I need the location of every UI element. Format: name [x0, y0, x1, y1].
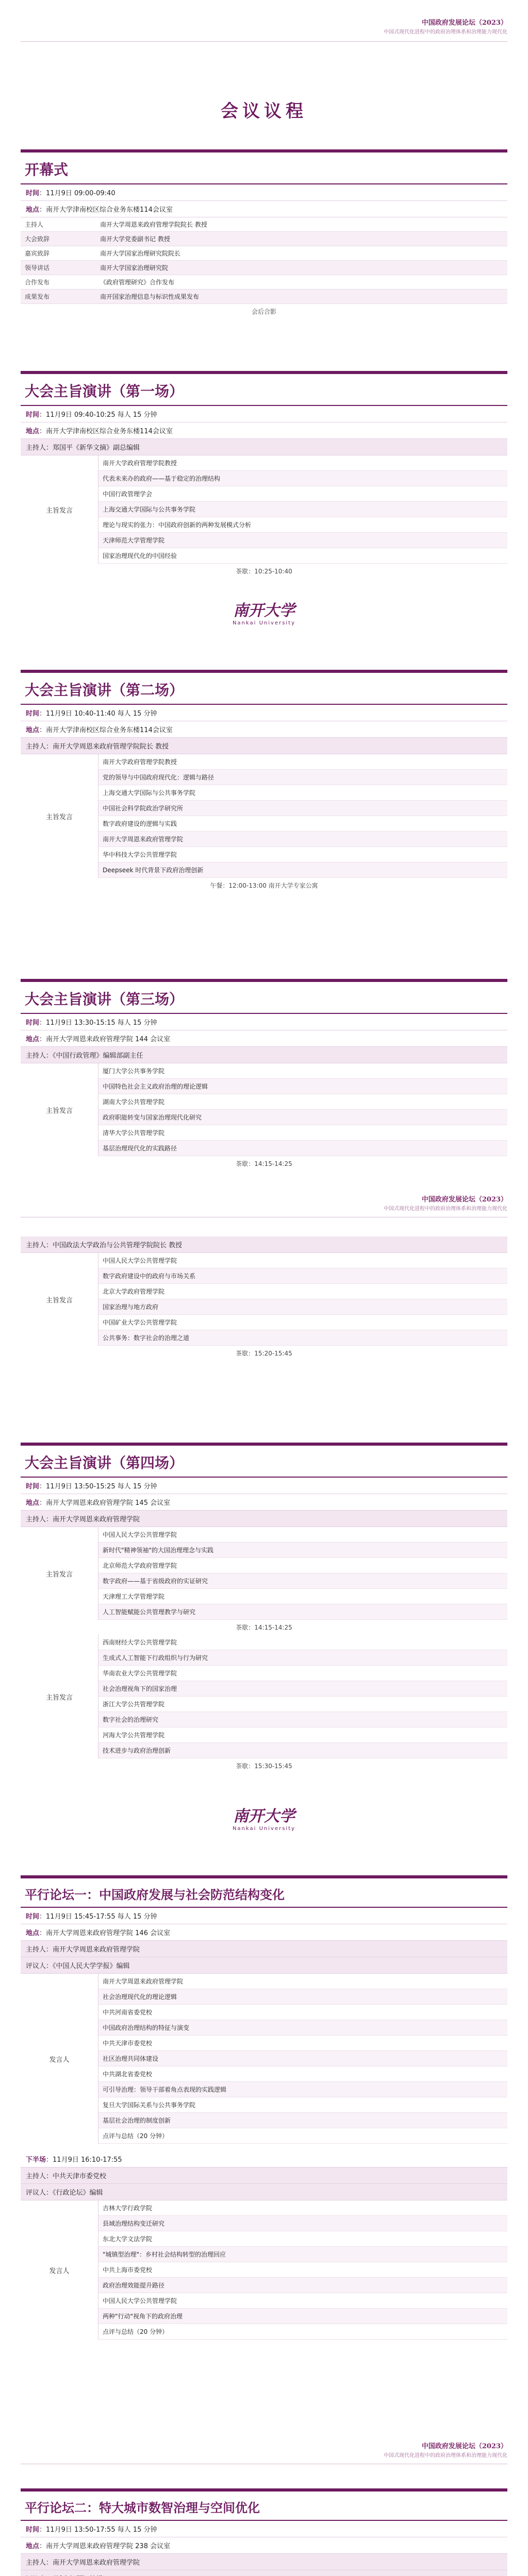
break-note: 茶歇：14:15-14:25: [236, 1160, 292, 1167]
meta-place: 地点：南开大学周恩来政府管理学院 238 会议室: [21, 2537, 507, 2554]
list-item: 新时代"精神领袖"的大国治理理念与实践: [98, 1543, 507, 1558]
list-item: 中共河南省委党校: [98, 2005, 507, 2020]
meta-time: 时间：11月9日 13:50-15:25 每人 15 分钟: [21, 1478, 507, 1494]
list-item: 国家治理与地方政府: [98, 1299, 507, 1315]
meta-place: 地点：南开大学津南校区综合业务东楼114会议室: [21, 721, 507, 738]
list-item: 技术进步与政府治理创新: [98, 1743, 507, 1758]
list-item: 点评与总结（20 分钟）: [98, 2324, 507, 2340]
host: 主持人：南开大学周恩来政府管理学院: [21, 1511, 507, 1527]
photo-note: 会后合影: [251, 308, 276, 315]
host: 主持人：中共天津市委党校: [21, 2167, 507, 2184]
meta-place: 地点：南开大学周恩来政府管理学院 146 会议室: [21, 1924, 507, 1941]
break-note: 午餐：12:00-13:00 南开大学专家公寓: [210, 882, 318, 889]
forum1-section: [21, 1875, 507, 2340]
logo: 南开大学 Nankai University: [232, 602, 296, 626]
host: 主持人：郑国平《新华文摘》副总编辑: [21, 439, 507, 455]
speaker-group: [21, 455, 507, 564]
list-item: 社区治理共同体建设: [98, 2051, 507, 2066]
list-item: 中国人民大学公共管理学院: [98, 1527, 507, 1543]
group-label: 主旨发言: [21, 455, 98, 564]
list-item: 南开大学政府管理学院教授: [98, 455, 507, 471]
group-label: 主旨发言: [21, 754, 98, 878]
list-item: 政府职能转变与国家治理现代化研究: [98, 1110, 507, 1125]
host: 主持人：中国政法大学政治与公共管理学院院长 教授: [21, 1236, 507, 1253]
list-item: 国家治理现代化的中国经验: [98, 548, 507, 564]
list-item: 上海交通大学国际与公共事务学院: [98, 502, 507, 517]
host: 主持人：南开大学周恩来政府管理学院院长 教授: [21, 738, 507, 754]
list-item: 华中科技大学公共管理学院: [98, 847, 507, 862]
list-item: 湖南大学公共管理学院: [98, 1094, 507, 1110]
list-item: 华南农业大学公共管理学院: [98, 1666, 507, 1681]
host: 主持人：南开大学周恩来政府管理学院: [21, 2554, 507, 2570]
speaker-group: [21, 1974, 507, 2144]
list-item: 中共湖北省委党校: [98, 2066, 507, 2082]
table-row: 大会致辞 南开大学党委副书记 教授: [21, 232, 507, 246]
list-item: 社会治理视角下的国家治理: [98, 1681, 507, 1697]
list-item: 两种"行动"视角下的政府治理: [98, 2309, 507, 2324]
reviewer: [21, 2570, 507, 2576]
header-title: 中国政府发展论坛（2023）: [421, 19, 507, 27]
divider: [21, 41, 507, 42]
group-label: 主旨发言: [21, 1527, 98, 1620]
section-title: 平行论坛二：特大城市数智治理与空间优化: [21, 2492, 507, 2521]
list-item: 北京大学政府管理学院: [98, 1284, 507, 1299]
list-item: 数字政府——基于省级政府的实证研究: [98, 1573, 507, 1589]
header: 中国政府发展论坛（2023） 中国式现代化进程中的政府治理体系和治理能力现代化: [384, 1196, 507, 1212]
table-row: 主持人 南开大学周恩来政府管理学院院长 教授: [21, 217, 507, 232]
section-title: 平行论坛一：中国政府发展与社会防范结构变化: [21, 1878, 507, 1908]
page-title: 会议议程: [221, 101, 307, 122]
meta-time: 时间：11月9日 09:00-09:40: [21, 184, 507, 201]
list-item: 中国人民大学公共管理学院: [98, 1253, 507, 1268]
speaker-group: [21, 1253, 507, 1346]
list-item: 中国人民大学公共管理学院: [98, 2293, 507, 2309]
break-note: 茶歇：15:20-15:45: [236, 1350, 292, 1357]
list-item: 中共天津市委党校: [98, 2036, 507, 2051]
meta-time: 时间：11月9日 15:45-17:55 每人 15 分钟: [21, 1908, 507, 1924]
list-item: 数字政府建设中的政府与市场关系: [98, 1268, 507, 1284]
meta-time: 时间：11月9日 09:40-10:25 每人 15 分钟: [21, 406, 507, 422]
list-item: 理论与现实的张力：中国政府创新的两种发展模式分析: [98, 517, 507, 533]
list-item: 数字政府建设的逻辑与实践: [98, 816, 507, 832]
break-note: 茶歇：14:15-14:25: [236, 1624, 292, 1631]
list-item: 东北大学文法学院: [98, 2231, 507, 2247]
list-item: 吉林大学行政学院: [98, 2200, 507, 2216]
list-item: 公共事务：数字社会的治理之道: [98, 1330, 507, 1346]
table-row: 成果发布 南开国家治理信息与标识性成果发布: [21, 290, 507, 304]
group-label: 主旨发言: [21, 1253, 98, 1346]
opening-table: [21, 217, 507, 304]
list-item: 点评与总结（20 分钟）: [98, 2128, 507, 2144]
list-item: 中国政府治理结构的特征与演变: [98, 2020, 507, 2036]
list-item: 中国行政管理学会: [98, 486, 507, 502]
meta-place: 地点：南开大学周恩来政府管理学院 144 会议室: [21, 1030, 507, 1047]
list-item: 中国矿业大学公共管理学院: [98, 1315, 507, 1330]
afternoon-time: 下半场：11月9日 16:10-17:55: [21, 2151, 507, 2167]
list-item: "城镇型治理"：乡村社会结构转型的治理回应: [98, 2247, 507, 2262]
plenary1-section: [21, 371, 507, 579]
plenary3b-section: [21, 1236, 507, 1361]
list-item: 县域治理结构变迁研究: [98, 2216, 507, 2231]
break-note: 茶歇：10:25-10:40: [236, 568, 292, 575]
list-item: 人工智能赋能公共管理教学与研究: [98, 1604, 507, 1620]
list-item: 基层治理现代化的实践路径: [98, 1141, 507, 1156]
host: 主持人：南开大学周恩来政府管理学院: [21, 1941, 507, 1957]
list-item: 天津师范大学管理学院: [98, 533, 507, 548]
list-item: 党的领导与中国政府现代化：逻辑与路径: [98, 770, 507, 785]
section-title: 大会主旨演讲（第四场）: [21, 1446, 507, 1478]
list-item: 浙江大学公共管理学院: [98, 1697, 507, 1712]
host: 主持人：《中国行政管理》编辑部副主任: [21, 1047, 507, 1063]
group-label: 主旨发言: [21, 1635, 98, 1758]
list-item: 厦门大学公共事务学院: [98, 1063, 507, 1079]
group-label: 发言人: [21, 1974, 98, 2144]
list-item: 政府治理效能提升路径: [98, 2278, 507, 2293]
header-subtitle: 中国式现代化进程中的政府治理体系和治理能力现代化: [384, 29, 507, 35]
logo: 南开大学 Nankai University: [232, 1807, 296, 1832]
list-item: 中国社会科学院政治学研究所: [98, 801, 507, 816]
speaker-group: [21, 1635, 507, 1758]
speaker-group: [21, 2200, 507, 2340]
list-item: 清华大学公共管理学院: [98, 1125, 507, 1141]
list-item: 代表未来办的政府——基于稳定的治理结构: [98, 471, 507, 486]
list-item: 南开大学政府管理学院教授: [98, 754, 507, 770]
list-item: 河海大学公共管理学院: [98, 1727, 507, 1743]
header: [384, 19, 507, 37]
header: 中国政府发展论坛（2023） 中国式现代化进程中的政府治理体系和治理能力现代化: [384, 2443, 507, 2459]
section-title: 大会主旨演讲（第二场）: [21, 673, 507, 705]
list-item: 南开大学周恩来政府管理学院: [98, 832, 507, 847]
list-item: 社会治理现代化的理论逻辑: [98, 1989, 507, 2005]
group-label: 发言人: [21, 2200, 98, 2340]
list-item: 数字社会的治理研究: [98, 1712, 507, 1727]
plenary3-section: [21, 979, 507, 1171]
list-item: 复旦大学国际关系与公共事务学院: [98, 2097, 507, 2113]
list-item: 上海交通大学国际与公共事务学院: [98, 785, 507, 801]
list-item: 西南财经大学公共管理学院: [98, 1635, 507, 1650]
opening-section: [21, 149, 507, 319]
list-item: 基层社会治理的制度创新: [98, 2113, 507, 2128]
meta-place: 地点：南开大学周恩来政府管理学院 145 会议室: [21, 1494, 507, 1511]
speaker-group: [21, 1063, 507, 1156]
group-label: 主旨发言: [21, 1063, 98, 1156]
reviewer: 评议人：《行政论坛》编辑: [21, 2184, 507, 2200]
list-item: 中国特色社会主义政府治理的理论逻辑: [98, 1079, 507, 1094]
speaker-group: [21, 1527, 507, 1620]
plenary2-section: [21, 670, 507, 893]
meta-time: 时间：11月9日 10:40-11:40 每人 15 分钟: [21, 705, 507, 721]
list-item: Deepseek 时代背景下政府治理创新: [98, 862, 507, 878]
list-item: 生成式人工智能下行政组织与行为研究: [98, 1650, 507, 1666]
table-row: 合作发布 《政府管理研究》合作发布: [21, 275, 507, 290]
list-item: 北京师范大学政府管理学院: [98, 1558, 507, 1573]
break-note: 茶歇：15:30-15:45: [236, 1762, 292, 1770]
forum2-section: [21, 2488, 507, 2576]
list-item: 南开大学周恩来政府管理学院: [98, 1974, 507, 1989]
meta-time: 时间：11月9日 13:30-15:15 每人 15 分钟: [21, 1014, 507, 1030]
meta-place: 地点：南开大学津南校区综合业务东楼114会议室: [21, 201, 507, 217]
list-item: 可引导治理：领导干部着角点表现的实践逻辑: [98, 2082, 507, 2097]
section-title: 大会主旨演讲（第一场）: [21, 374, 507, 406]
section-title: 大会主旨演讲（第三场）: [21, 982, 507, 1014]
list-item: 中共上海市委党校: [98, 2262, 507, 2278]
table-row: 领导讲话 南开大学国家治理研究院: [21, 261, 507, 275]
list-item: 天津理工大学管理学院: [98, 1589, 507, 1604]
section-title: 开幕式: [21, 152, 507, 184]
reviewer: 评议人：《中国人民大学学报》编辑: [21, 1957, 507, 1974]
plenary4-section: [21, 1443, 507, 1773]
speaker-group: [21, 754, 507, 878]
meta-place: 地点：南开大学津南校区综合业务东楼114会议室: [21, 422, 507, 439]
meta-time: 时间：11月9日 13:50-17:55 每人 15 分钟: [21, 2521, 507, 2537]
table-row: 嘉宾致辞 南开大学国家治理研究院院长: [21, 246, 507, 261]
